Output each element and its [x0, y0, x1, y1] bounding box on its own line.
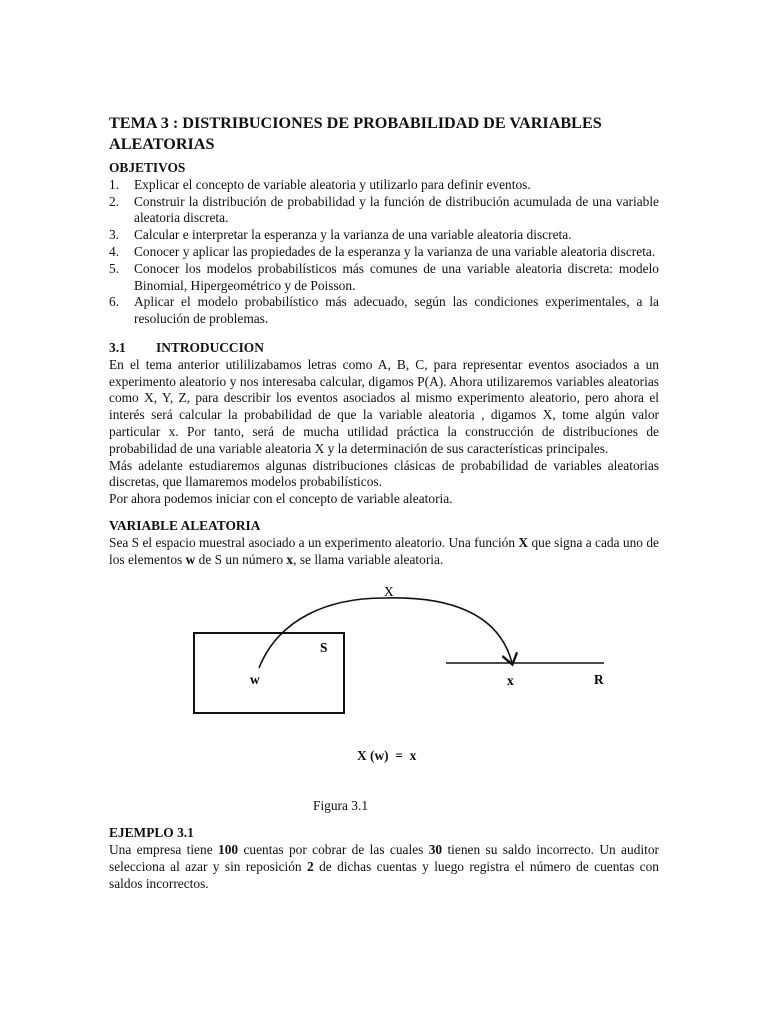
- list-number: 6.: [109, 294, 120, 310]
- page-title: TEMA 3 : DISTRIBUCIONES DE PROBABILIDAD DE VARIABLES ALEATORIAS: [109, 114, 602, 153]
- list-item: [109, 194, 659, 228]
- figure-caption: Figura 3.1: [313, 798, 369, 814]
- variable-heading: VARIABLE ALEATORIA: [109, 517, 261, 533]
- list-item: [109, 261, 659, 295]
- list-item: [109, 294, 659, 328]
- objectives-list: [109, 177, 659, 328]
- objectives-heading: OBJETIVOS: [109, 160, 186, 175]
- variable-definition: Sea S el espacio muestral asociado a un experimento aleatorio. Una función X que signa a cada uno de los elementos w de S un número x, se llama variable aleatoria.: [109, 534, 659, 567]
- list-item: [109, 177, 659, 194]
- label-w: w: [250, 672, 260, 688]
- list-text: Construir la distribución de probabilidad y la función de distribución acumulada de una variable aleatoria discreta.: [134, 193, 659, 226]
- figure-equation: X (w) = x: [357, 748, 417, 764]
- example-heading: EJEMPLO 3.1: [109, 825, 194, 841]
- list-text: Conocer y aplicar las propiedades de la esperanza y la varianza de una variable aleatoria discreta.: [134, 243, 656, 259]
- section-number: 3.1: [109, 339, 126, 355]
- label-S: S: [320, 640, 328, 656]
- figure-variable-mapping: [109, 568, 659, 798]
- intro-paragraph-3: Por ahora podemos iniciar con el concepto de variable aleatoria.: [109, 491, 453, 507]
- list-number: 1.: [109, 176, 120, 192]
- list-number: 4.: [109, 243, 120, 259]
- label-x: x: [507, 673, 514, 689]
- section-heading: [109, 340, 659, 357]
- label-X: X: [384, 584, 394, 600]
- example-text: Una empresa tiene 100 cuentas por cobrar de las cuales 30 tienen su saldo incorrecto. Un auditor selecciona al azar y sin reposición 2 de dichas cuentas y luego registra el número de cuentas con saldos incorrectos.: [109, 841, 659, 891]
- list-text: Calcular e interpretar la esperanza y la varianza de una variable aleatoria discreta.: [134, 227, 572, 243]
- list-item: [109, 244, 659, 261]
- list-item: [109, 227, 659, 244]
- intro-paragraph: En el tema anterior utililizabamos letras como A, B, C, para representar eventos asociados a un experimento aleatorio y nos interesaba calcular, digamos P(A). Ahora utilizaremos variables aleatorias como X, Y, Z, para describir los eventos asociados al mismo experimento aleatorio, pero ahora el interés será calcular la probabilidad de que la variable aleatoria , digamos X, tome algún valor particular x. Por tanto, será de mucha utilidad práctica la construcción de distribuciones de probabilidad de una variable aleatoria X y la determinación de sus características principales.: [109, 356, 659, 456]
- list-text: Aplicar el modelo probabilístico más adecuado, según las condiciones experimentales, a la resolución de problemas.: [134, 294, 659, 327]
- document-page: [109, 113, 659, 892]
- intro-paragraph-2: Más adelante estudiaremos algunas distribuciones clásicas de probabilidad de variables aleatorias discretas, que llamaremos modelos probabilísticos.: [109, 457, 659, 490]
- list-number: 3.: [109, 227, 120, 243]
- section-title: INTRODUCCION: [156, 339, 264, 355]
- list-text: Conocer los modelos probabilísticos más comunes de una variable aleatoria discreta: modelo Binomial, Hipergeométrico y de Poisson.: [134, 260, 659, 293]
- list-number: 2.: [109, 193, 120, 209]
- list-number: 5.: [109, 260, 120, 276]
- list-text: Explicar el concepto de variable aleatoria y utilizarlo para definir eventos.: [134, 176, 531, 192]
- label-R: R: [594, 672, 604, 688]
